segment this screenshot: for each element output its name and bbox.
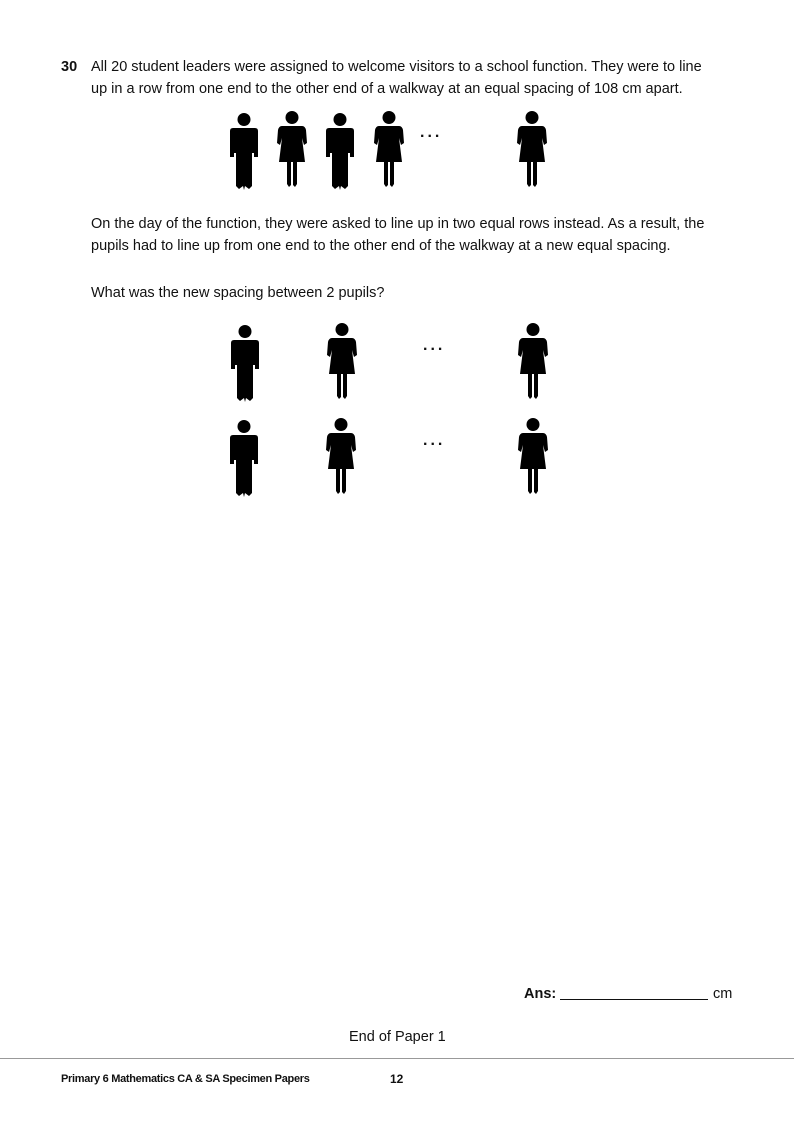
footer-divider — [0, 1058, 794, 1059]
male-figure-icon — [230, 324, 260, 402]
footer-title: Primary 6 Mathematics CA & SA Specimen Papers — [61, 1073, 310, 1085]
male-figure-icon — [229, 419, 259, 497]
ellipsis: ... — [423, 337, 446, 354]
female-figure-icon — [374, 110, 404, 188]
male-figure-icon — [229, 112, 259, 190]
female-figure-icon — [277, 110, 307, 188]
male-figure-icon — [325, 112, 355, 190]
female-figure-icon — [327, 322, 357, 400]
female-figure-icon — [326, 417, 356, 495]
question-number: 30 — [61, 59, 78, 75]
question-text-line: pupils had to line up from one end to the other end of the walkway at a new equal spacing. — [91, 238, 671, 254]
question-text-line: All 20 student leaders were assigned to welcome visitors to a school function. They were to line — [91, 59, 702, 75]
female-figure-icon — [518, 417, 548, 495]
question-prompt: What was the new spacing between 2 pupils? — [91, 285, 385, 301]
ellipsis: ... — [423, 432, 446, 449]
page-number: 12 — [390, 1072, 404, 1086]
question-text-line: On the day of the function, they were asked to line up in two equal rows instead. As a result, the — [91, 216, 705, 232]
end-of-paper-text: End of Paper 1 — [349, 1029, 446, 1045]
female-figure-icon — [517, 110, 547, 188]
answer-label: Ans: — [524, 986, 557, 1002]
ellipsis: ... — [420, 124, 443, 141]
question-text-line: up in a row from one end to the other end of a walkway at an equal spacing of 108 cm apart. — [91, 81, 683, 97]
answer-field[interactable] — [560, 984, 708, 1000]
answer-unit: cm — [713, 986, 733, 1002]
female-figure-icon — [518, 322, 548, 400]
